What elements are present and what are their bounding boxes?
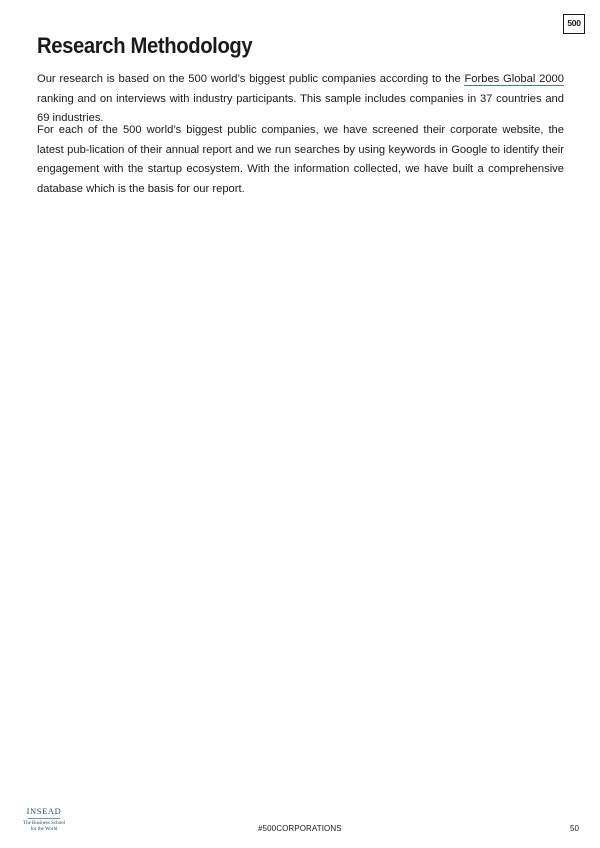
forbes-global-2000-link[interactable]: Forbes Global 2000 [464, 73, 565, 85]
insead-wordmark: INSEAD [26, 806, 62, 816]
page-title: Research Methodology [37, 33, 253, 58]
insead-tagline-line1: The Business School [23, 821, 65, 826]
paragraph-screening-process: For each of the 500 world’s biggest public companies, we have screened their corporate website, the latest pub-lication of their annual report and we run searches by using keywords in Google to identify their engagement with the startup ecosystem. With the information collected, we have built a comprehensive database which is the basis for our report. [37, 124, 564, 195]
page-number: 50 [570, 824, 579, 833]
paragraph-text: Our research is based on the 500 world’s biggest public companies according to the [37, 73, 465, 85]
insead-divider [28, 818, 60, 819]
insead-tagline-line2: for the World [30, 827, 58, 832]
footer-hashtag: #500CORPORATIONS [258, 824, 342, 833]
insead-logo [14, 806, 74, 833]
500-logo: 500 [563, 14, 585, 34]
paragraph-text: ranking and on interviews with industry participants. This sample includes companies in 37 countries and 69 industries. [37, 92, 564, 124]
paragraph-research-basis [37, 70, 564, 129]
